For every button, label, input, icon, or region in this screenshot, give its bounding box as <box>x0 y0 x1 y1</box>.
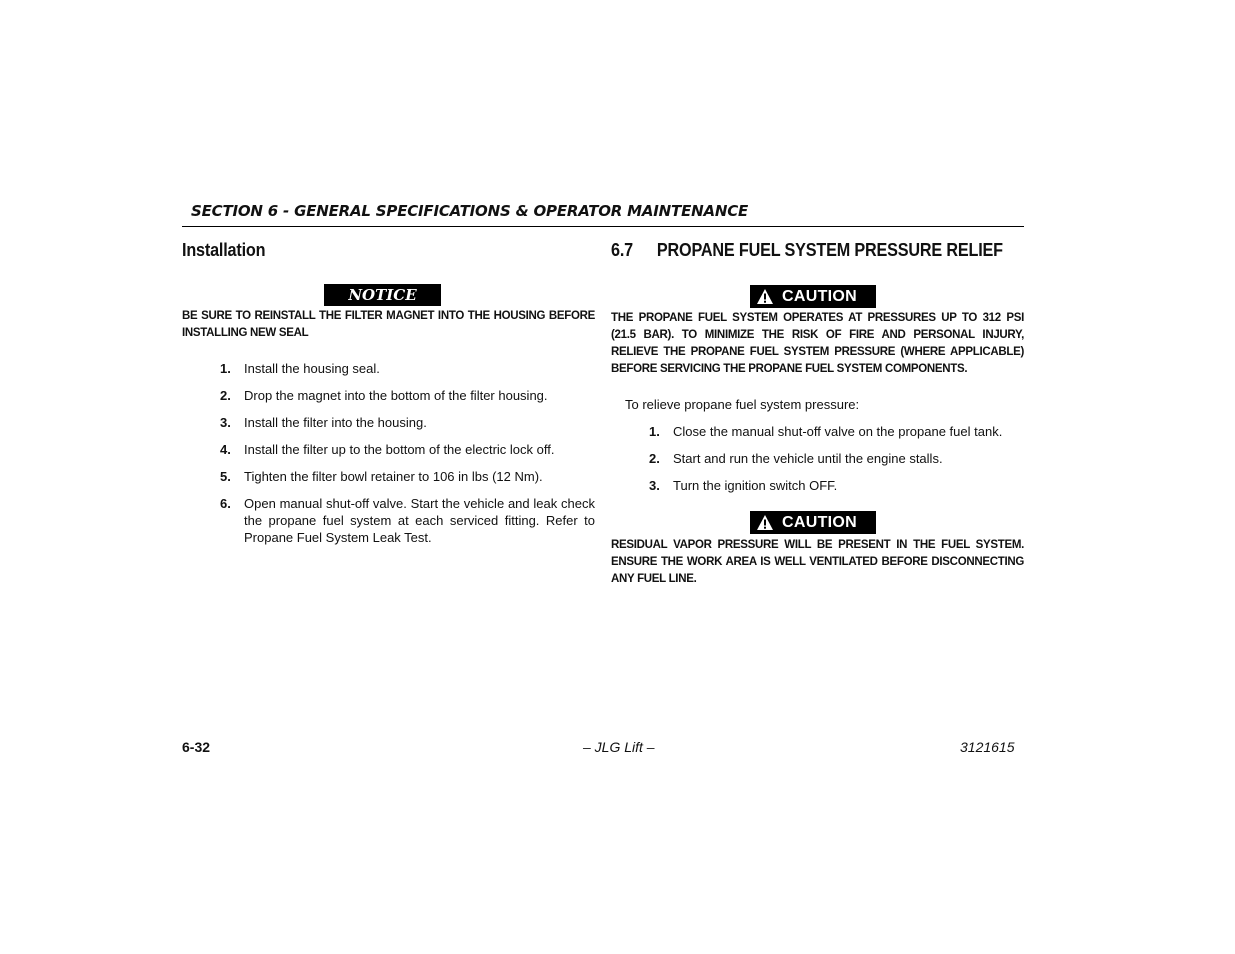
caution-label: CAUTION <box>782 513 857 531</box>
footer-title: – JLG Lift – <box>583 739 655 755</box>
list-item <box>220 387 595 404</box>
step-text: Close the manual shut-off valve on the propane fuel tank. <box>673 424 1003 439</box>
installation-heading: Installation <box>182 240 266 260</box>
caution-text: RESIDUAL VAPOR PRESSURE WILL BE PRESENT IN THE FUEL SYSTEM. ENSURE THE WORK AREA IS WELL VENTILATED BEFORE DISCONNECTING ANY FUEL LINE. <box>611 539 1024 585</box>
warning-triangle-icon <box>756 514 774 531</box>
step-number: 6. <box>220 496 231 511</box>
step-text: Install the filter up to the bottom of the electric lock off. <box>244 442 555 457</box>
installation-steps <box>220 360 595 546</box>
step-number: 3. <box>649 478 660 493</box>
warning-triangle-icon <box>756 288 774 305</box>
step-text: Install the filter into the housing. <box>244 415 427 430</box>
pressure-relief-heading <box>611 240 1003 261</box>
step-text: Turn the ignition switch OFF. <box>673 478 838 493</box>
list-item <box>649 477 1024 494</box>
list-item <box>220 360 595 377</box>
list-item <box>220 495 595 546</box>
left-column <box>182 240 595 545</box>
step-number: 3. <box>220 415 231 430</box>
caution-badge <box>750 285 876 308</box>
list-item <box>220 468 595 485</box>
step-number: 1. <box>649 424 660 439</box>
list-item <box>220 414 595 431</box>
caution-badge <box>750 511 876 534</box>
section-number: 6.7 <box>611 240 633 260</box>
caution-label: CAUTION <box>782 287 857 305</box>
step-text: Install the housing seal. <box>244 361 380 376</box>
list-item <box>220 441 595 458</box>
intro-text: To relieve propane fuel system pressure: <box>625 397 860 412</box>
list-item <box>649 423 1024 440</box>
step-number: 5. <box>220 469 231 484</box>
header-divider <box>182 226 1024 227</box>
step-number: 2. <box>649 451 660 466</box>
page-number: 6-32 <box>182 739 211 755</box>
step-text: Start and run the vehicle until the engine stalls. <box>673 451 943 466</box>
notice-text: BE SURE TO REINSTALL THE FILTER MAGNET INTO THE HOUSING BEFORE INSTALLING NEW SEAL <box>182 310 595 339</box>
caution-text: THE PROPANE FUEL SYSTEM OPERATES AT PRESSURES UP TO 312 PSI (21.5 BAR). TO MINIMIZE THE RISK OF FIRE AND PERSONAL INJURY, RELIEVE THE PROPANE FUEL SYSTEM PRESSURE (WHERE APPLICABLE) BEFORE SERVICING THE PROPANE FUEL SYSTEM COMPONENTS. <box>611 312 1024 375</box>
step-number: 4. <box>220 442 231 457</box>
step-number: 1. <box>220 361 231 376</box>
step-text: Drop the magnet into the bottom of the filter housing. <box>244 388 548 403</box>
right-column <box>611 240 1024 585</box>
document-number: 3121615 <box>960 739 1015 755</box>
step-text: Open manual shut-off valve. Start the vehicle and leak check the propane fuel system at each serviced fitting. Refer to Propane Fuel System Leak Test. <box>244 496 595 545</box>
notice-badge: NOTICE <box>324 284 441 306</box>
list-item <box>649 450 1024 467</box>
relief-steps <box>649 423 1024 494</box>
step-text: Tighten the filter bowl retainer to 106 in lbs (12 Nm). <box>244 469 543 484</box>
section-title: SECTION 6 - GENERAL SPECIFICATIONS & OPERATOR MAINTENANCE <box>191 202 749 220</box>
section-heading-text: PROPANE FUEL SYSTEM PRESSURE RELIEF <box>656 240 1003 260</box>
step-number: 2. <box>220 388 231 403</box>
